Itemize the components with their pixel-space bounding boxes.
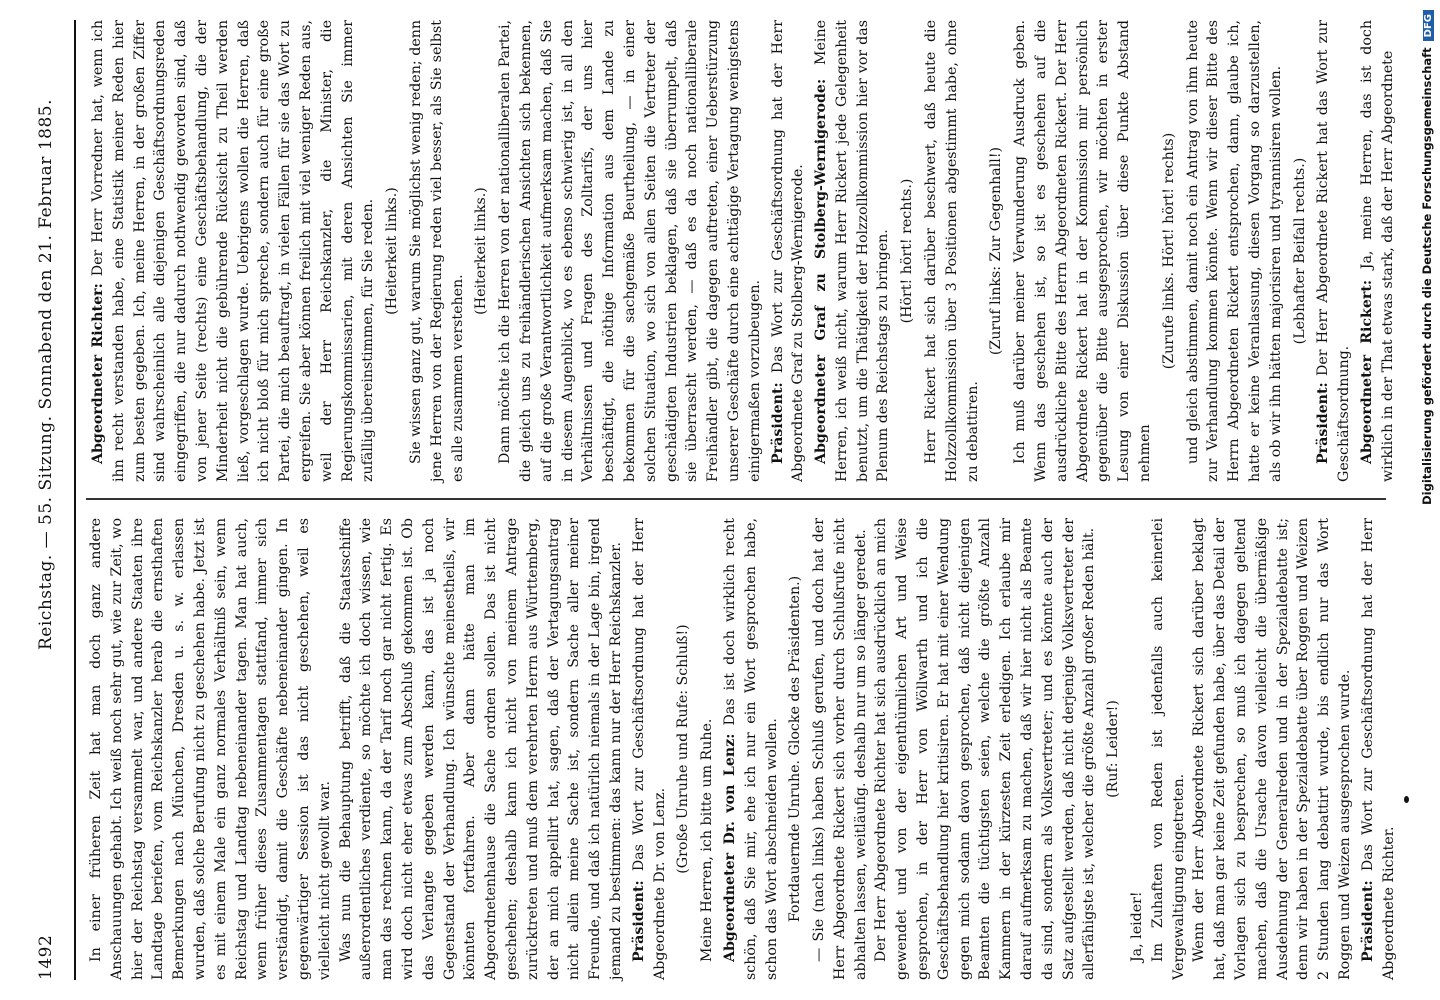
interjection: (Heiterkeit links.) — [473, 187, 490, 315]
speech-paragraph — [811, 20, 894, 482]
left-column — [86, 517, 1397, 980]
interjection: Fortdauernde Unruhe. Glocke des Präsidenten.) — [787, 575, 804, 923]
page-header — [36, 20, 66, 980]
interjection: (Zurufe links. Hört! hört! rechts) — [1160, 132, 1177, 370]
interjection: (Ruf: Leider!) — [1105, 700, 1122, 798]
column-divider — [86, 499, 1386, 501]
body-paragraph: Im Zuhaften von Reden ist jedenfalls auch keinerlei Vergewaltigung eingetreten. — [1149, 518, 1187, 980]
speaker-name: Abgeordneter Dr. von Lenz: — [721, 733, 738, 962]
speaker-name: Präsident: — [769, 382, 786, 464]
rotated-newspaper-page — [16, 20, 1396, 980]
body-paragraph: Dann möchte ich die Herren von der nationalliberalen Partei, die gleich uns zu freihändlerischen Ansichten sich bekennen, auf die große Verantwortlichkeit aufmerksam machen, daß Sie in diesem Augenblick, wo es ebenso schwierig ist, in all den Verhältnissen und Fragen des Zolltarifs, der uns hier beschäftigt, die nöthige Information aus dem Lande zu bekommen für die sachgemäße Beurtheilung, — in einer solchen Situation, wo sich von allen Seiten die Vertreter der geschädigten Industrien beklagen, daß sie überrumpelt, daß sie überrascht werden, — daß es da noch nationalliberale Freihändler gibt, die dagegen auftreten, einer Ueberstürzung unserer Geschäfte durch eine achttägige Vertagung wenigstens einigermaßen vorzubeugen. — [497, 20, 763, 482]
running-title: Reichstag. — 55. Sitzung. Sonnabend den 21. Februar 1885. — [36, 99, 56, 650]
speech-paragraph — [1358, 518, 1400, 980]
speech-text: Ja, meine Herren, das ist doch wirklich in der That etwas stark, daß der Herr Abgeordnete — [1359, 20, 1396, 482]
interjection: (Zuruf links: Zur Gegenhall!) — [988, 146, 1005, 356]
speech-text: Meine Herren, ich weiß nicht, warum Herr Rickert jede Gelegenheit benutzt, um die Thätigkeit der Holzzollkommission hier vor das Plenum des Reichstags zu bringen. — [813, 20, 892, 482]
header-rule — [74, 20, 76, 980]
right-column — [86, 19, 1396, 482]
stamp-text: Digitalisierung gefördert durch die Deutsche Forschungsgemeinschaft — [1420, 47, 1434, 505]
dfg-logo: DFG — [1423, 10, 1434, 41]
interjection: (Große Unruhe und Rufe: Schluß!) — [675, 624, 692, 874]
digitization-stamp — [1400, 10, 1434, 1000]
speech-text: Der Herr Abgeordnete Rickert hat das Wort zur Geschäftsordnung. — [1315, 20, 1353, 482]
speech-text: Das ist doch wirklich recht schön, daß Sie mir, ehe ich nur ein Wort gesprochen habe, schon das Wort abschneiden wollen. — [721, 517, 780, 980]
speaker-name: Präsident: — [1359, 880, 1376, 962]
body-paragraph: und gleich abstimmen, damit noch ein Antrag von ihm heute zur Verhandlung kommen könnte. Wenn wir dieser Bitte des Herrn Abgeordneten Rickert entsprochen, dann, glaube ich, hatte er keine Veranlassung, diesen Vorgang so darzustellen, als ob wir ihn hätten majorisiren und tyrannisiren wollen. — [1184, 20, 1284, 482]
body-paragraph: Was nun die Behauptung betrifft, daß die Staatsschiffe außerordentliches verdiente, so möchte ich doch wissen, wie man das rechnen kann, da der Tarif noch gar nicht fertig. Es wird doch nicht eher etwas zum Abschluß gekommen ist. Ob das Verlangte gegeben werden kann, das ist ja noch Gegenstand der Verhandlung. Ich wünschte meinestheils, wir könnten fortfahren. Aber dann hätte man im Abgeordnetenhause die Sache ordnen sollen. Das ist nicht geschehen; deshalb kann ich nicht von meinem Antrage zurücktreten und muß dem verehrten Herrn aus Württemberg, der an mich appellirt hat, sagen, daß der Vertagungsantrag nicht allein meine Sache ist, sondern Sache aller meiner Freunde, und daß ich natürlich niemals in der Lage bin, irgend jemand zu bestimmen: das kann nur der Herr Reichskanzler. — [337, 518, 624, 980]
speech-paragraph — [720, 518, 782, 980]
body-paragraph: Ja, leider! — [1129, 891, 1146, 962]
speech-paragraph — [88, 20, 379, 482]
body-paragraph: In einer früheren Zeit hat man doch ganz andere Anschauungen gehabt. Ich weiß noch sehr gut, wie zur Zeit, wo hier der Reichstag versammelt war, und andere Staaten ihre Landtage beriefen, vom Reichskanzler herab die ernsthaften Bemerkungen nach München, Dresden u. s. w. erlassen wurden, daß solche Berufung nicht zu geschehen habe. Jetzt ist es mit einem Male ein ganz normales Verhältniß sein, wenn Reichstag und Landtag nebeneinander tagen. Man hat auch, wenn früher dieses Zusammentagen stattfand, immer sich verständigt, damit die Geschäfte nebeneinander gingen. In gegenwärtiger Session ist das nicht geschehen, weil es vielleicht nicht gewollt war. — [88, 518, 333, 980]
speech-text: Das Wort zur Geschäftsordnung hat der Herr Abgeordnete Richter. — [1359, 518, 1397, 980]
body-paragraph: Herr Rickert hat sich darüber beschwert, daß heute die Holzzollkommission über 3 Positionen abgestimmt habe, ohne zu debattiren. — [923, 20, 981, 482]
speech-text: Das Wort zur Geschäftsordnung hat der Herr Abgeordnete Graf zu Stolberg-Wernigerode. — [769, 20, 807, 482]
ink-speck — [1404, 796, 1409, 803]
interjection: (Lebhafter Beifall rechts.) — [1291, 157, 1308, 345]
interjection: (Hört! hört! rechts.) — [899, 178, 916, 324]
body-paragraph: Meine Herren, ich bitte um Ruhe. — [699, 718, 716, 962]
speaker-name: Präsident: — [1315, 382, 1332, 464]
speech-text: Das Wort zur Geschäftsordnung hat der Herr Abgeordnete Dr. von Lenz. — [630, 518, 668, 980]
body-paragraph: Der Herr Abgeordnete Richter hat sich ausdrücklich an mich gewendet und von der eigenthümlichen Art und Weise gesprochen, in der Herr von Wöllwarth und ich die Geschäftsbehandlung hier kritisiren. Er hat mit einer Wendung gegen mich sodann davon gesprochen, daß nicht diejenigen Beamten die tüchtigsten seien, welche die größte Anzahl Kammern in der kürzesten Zeit erledigen. Ich erlaube mir darauf aufmerksam zu machen, daß wir hier nicht als Beamte da sind, sondern als Volksvertreter; und es könnte auch der Satz aufgestellt werden, daß nicht derjenige Volksvertreter der allerfähigste ist, welcher die größte Anzahl großer Reden hält. — [873, 518, 1098, 980]
speech-paragraph — [1313, 20, 1355, 482]
speech-paragraph — [629, 518, 671, 980]
body-paragraph: Wenn der Herr Abgeordnete Rickert sich darüber beklagt hat, daß man gar keine Zeit gefunden habe, über das Detail der Vorlagen sich zu besprechen, so muß ich dagegen geltend machen, daß die Ursache davon vielleicht die übermäßige Ausdehnung der Generalreden und in der Spezialdebatte ist; denn wir haben in der Spezialdebatte über Roggen und Weizen 2 Stunden lang debattirt wurde, bis endlich nur das Wort Roggen und Weizen ausgesprochen wurde. — [1191, 518, 1354, 980]
body-paragraph: Sie wissen ganz gut, warum Sie möglichst wenig reden; denn jene Herren von der Regierung reden viel besser, als Sie selbst es alle zusammen verstehen. — [407, 20, 466, 482]
speaker-name: Abgeordneter Graf zu Stolberg-Wernigerode: — [813, 78, 830, 464]
page-number: 1492 — [36, 934, 56, 980]
speech-paragraph — [1357, 20, 1399, 482]
speech-text: Der Herr Vorredner hat, wenn ich ihn recht verstanden habe, eine Statistik meiner Reden hier zum besten gegeben. Ich, meine Herren, in der großen Ziffer sind wahrscheinlich alle diejenigen Geschäftsordnungsreden eingegriffen, die nur dadurch nothwendig geworden sind, daß von jener Seite (rechts) eine Geschäftsbehandlung, die der Minderheit nicht die gebührende Rücksicht zu Theil werden ließ, vorgeschlagen wurde. Uebrigens wollen die Herren, daß ich nicht bloß für mich spreche, sondern auch für eine große Partei, die mich beauftragt, in vielen Fällen für sie das Wort zu ergreifen. Sie aber können freilich mit viel weniger Reden aus, weil der Herr Reichskanzler, die Minister, die Regierungskommissarien, mit deren Ansichten Sie immer zufällig übereinstimmen, für Sie reden. — [90, 19, 377, 482]
body-paragraph: Ich muß darüber meiner Verwunderung Ausdruck geben. Wenn das geschehen ist, so ist es geschehen auf die ausdrückliche Bitte des Herrn Abgeordneten Rickert. Der Herr Abgeordnete Rickert hat in der Kommission mir persönlich gegenüber die Bitte ausgesprochen, wir möchten in erster Lesung von einer Diskussion über diese Punkte Abstand nehmen — [1012, 20, 1154, 482]
speaker-name: Abgeordneter Rickert: — [1359, 279, 1376, 464]
interjection: (Heiterkeit links.) — [384, 187, 401, 315]
speaker-name: Präsident: — [630, 880, 647, 962]
speaker-name: Abgeordneter Richter: — [90, 283, 106, 464]
speech-paragraph — [768, 20, 810, 482]
body-paragraph: — Sie (nach links) haben Schluß gerufen, und doch hat der Herr Abgeordnete Rickert sich vorher durch Schlußrufe nicht abhalten lassen, weitläufig. deshalb nur um so länger geredet. — [811, 518, 869, 980]
